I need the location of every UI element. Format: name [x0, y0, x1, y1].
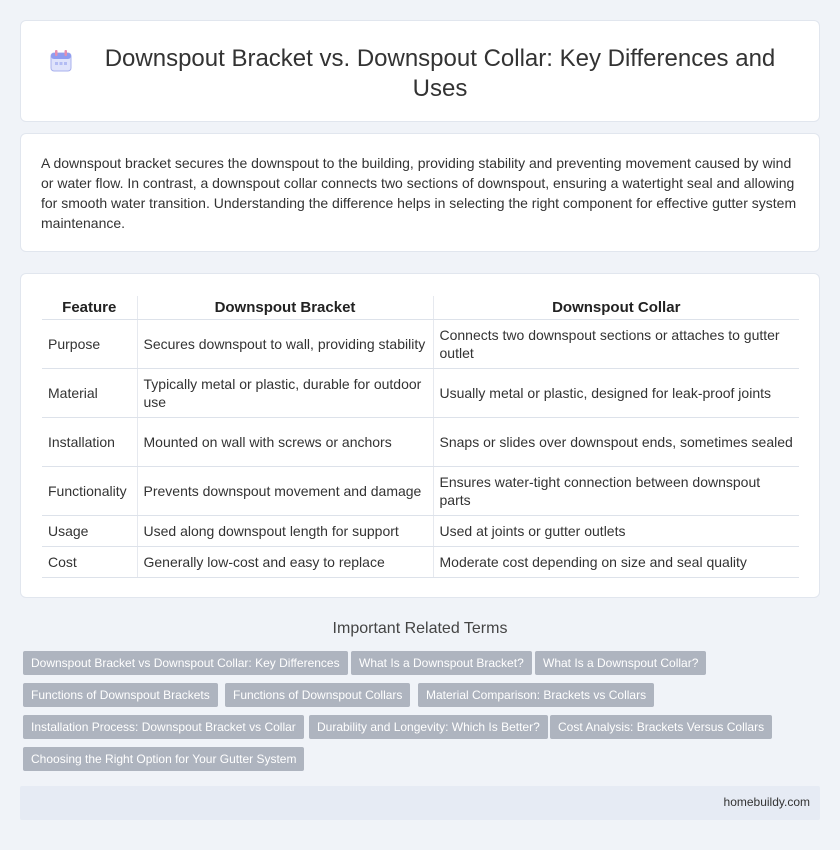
- bracket-cell: Prevents downspout movement and damage: [137, 466, 433, 515]
- intro-card: [20, 133, 820, 252]
- column-header-collar: Downspout Collar: [433, 296, 799, 319]
- column-header-feature: Feature: [42, 296, 137, 319]
- collar-cell: Used at joints or gutter outlets: [433, 515, 799, 546]
- intro-text: A downspout bracket secures the downspout to the building, providing stability and preventing movement caused by wind or water flow. In contrast, a downspout collar connects two sections of downspout, ensuring a watertight seal and allowing for smooth water transition. Understanding the difference helps in selecting the right component for effective gutter system maintenance.: [41, 155, 797, 231]
- collar-cell: Moderate cost depending on size and seal quality: [433, 546, 799, 577]
- collar-cell: Connects two downspout sections or attaches to gutter outlet: [433, 319, 799, 368]
- related-tag-functions-collars[interactable]: Functions of Downspout Collars: [225, 683, 410, 707]
- feature-cell: Functionality: [42, 466, 137, 515]
- related-tag-durability[interactable]: Durability and Longevity: Which Is Better?: [309, 715, 548, 739]
- feature-cell: Usage: [42, 515, 137, 546]
- feature-cell: Cost: [42, 546, 137, 577]
- header-card: [20, 20, 820, 122]
- table-row: [42, 546, 799, 577]
- bracket-cell: Typically metal or plastic, durable for outdoor use: [137, 368, 433, 417]
- table-row: [42, 319, 799, 368]
- related-tag-key-differences[interactable]: Downspout Bracket vs Downspout Collar: Key Differences: [23, 651, 348, 675]
- bracket-cell: Secures downspout to wall, providing stability: [137, 319, 433, 368]
- bracket-cell: Generally low-cost and easy to replace: [137, 546, 433, 577]
- feature-cell: Material: [42, 368, 137, 417]
- footer: [20, 786, 820, 820]
- related-tag-what-is-collar[interactable]: What Is a Downspout Collar?: [535, 651, 706, 675]
- collar-cell: Usually metal or plastic, designed for leak-proof joints: [433, 368, 799, 417]
- feature-cell: Installation: [42, 417, 137, 466]
- related-tag-installation-process[interactable]: Installation Process: Downspout Bracket vs Collar: [23, 715, 304, 739]
- related-tag-choosing-option[interactable]: Choosing the Right Option for Your Gutter System: [23, 747, 304, 771]
- page-title: Downspout Bracket vs. Downspout Collar: Key Differences and Uses: [104, 45, 776, 102]
- collar-cell: Ensures water-tight connection between downspout parts: [433, 466, 799, 515]
- footer-site: homebuildy.com: [723, 795, 810, 809]
- table-header-row: [42, 296, 799, 319]
- table-row: [42, 417, 799, 466]
- related-tag-material-comparison[interactable]: Material Comparison: Brackets vs Collars: [418, 683, 654, 707]
- bracket-cell: Mounted on wall with screws or anchors: [137, 417, 433, 466]
- related-tag-functions-brackets[interactable]: Functions of Downspout Brackets: [23, 683, 218, 707]
- comparison-table: [42, 296, 799, 578]
- table-row: [42, 466, 799, 515]
- table-row: [42, 515, 799, 546]
- column-header-bracket: Downspout Bracket: [137, 296, 433, 319]
- comparison-card: [20, 273, 820, 598]
- related-tag-cost-analysis[interactable]: Cost Analysis: Brackets Versus Collars: [550, 715, 772, 739]
- feature-cell: Purpose: [42, 319, 137, 368]
- related-tag-what-is-bracket[interactable]: What Is a Downspout Bracket?: [351, 651, 532, 675]
- collar-cell: Snaps or slides over downspout ends, sometimes sealed: [433, 417, 799, 466]
- related-terms-title: Important Related Terms: [332, 620, 508, 637]
- table-row: [42, 368, 799, 417]
- bracket-cell: Used along downspout length for support: [137, 515, 433, 546]
